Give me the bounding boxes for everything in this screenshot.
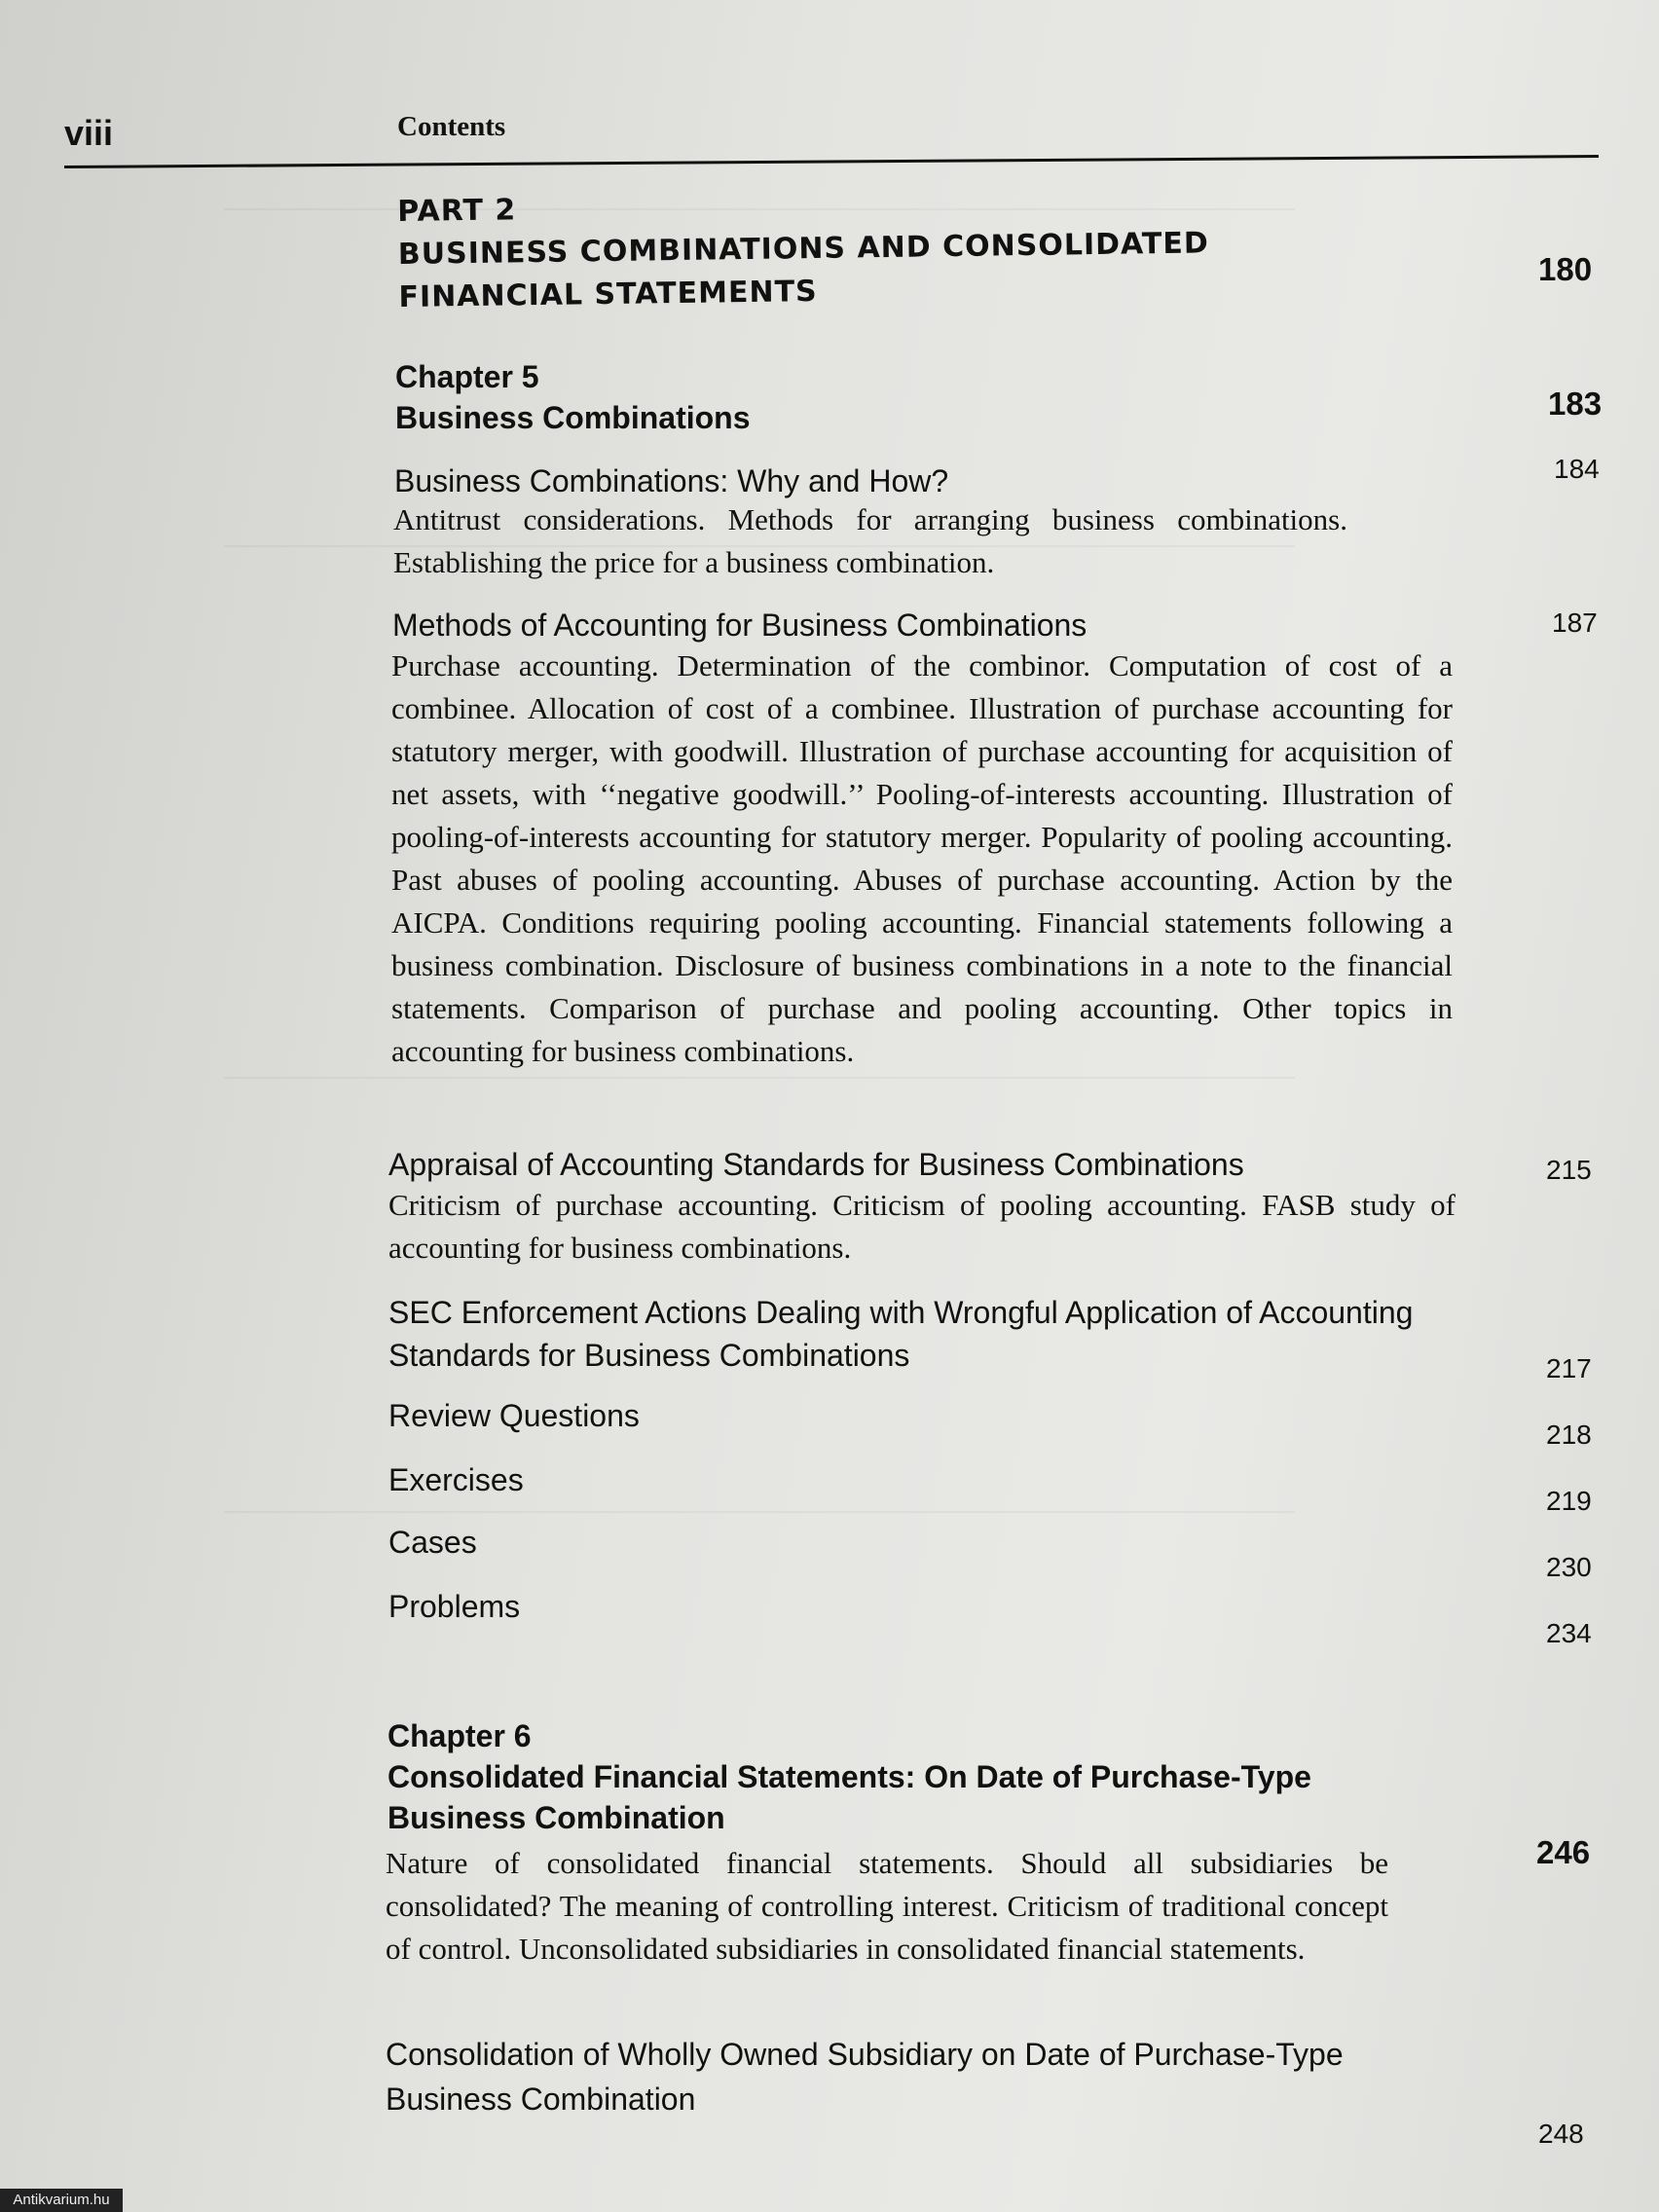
chapter-6-title-line2: Business Combination xyxy=(387,1800,725,1835)
watermark-label: Antikvarium.hu xyxy=(0,2189,123,2212)
page-number: viii xyxy=(64,113,114,153)
section-title-line1: SEC Enforcement Actions Dealing with Wrongful Application of Accounting xyxy=(388,1295,1414,1330)
chapter-5-title: Business Combinations xyxy=(395,400,751,435)
section-page: 217 xyxy=(1546,1353,1592,1383)
section-title-line2: Business Combination xyxy=(386,2082,696,2117)
back-matter-page: 234 xyxy=(1546,1618,1592,1648)
section-title: Appraisal of Accounting Standards for Business Combinations xyxy=(388,1147,1244,1182)
back-matter-label: Review Questions xyxy=(388,1398,640,1433)
section-page: 184 xyxy=(1554,454,1600,484)
chapter-6-title-line1: Consolidated Financial Statements: On Date of Purchase-Type xyxy=(387,1759,1311,1794)
part-title-line1: BUSINESS COMBINATIONS AND CONSOLIDATED xyxy=(397,226,1210,272)
part-page: 180 xyxy=(1538,251,1593,287)
part-heading xyxy=(397,179,1210,319)
chapter-5-heading xyxy=(395,356,751,438)
section-page: 215 xyxy=(1546,1155,1592,1185)
back-matter-page: 218 xyxy=(1546,1419,1592,1450)
chapter-6-page: 246 xyxy=(1536,1834,1591,1870)
chapter-5-page: 183 xyxy=(1548,386,1603,422)
section-page: 187 xyxy=(1552,608,1598,638)
chapter-6-summary: Nature of consolidated financial statements. Should all subsidiaries be consolidated? The meaning of controlling interest. Criticism of traditional concept of control. Unconsolidated subsidiaries in consolidated financial statements. xyxy=(386,1846,1388,1966)
back-matter-label: Problems xyxy=(388,1589,521,1624)
back-matter-label: Exercises xyxy=(388,1462,524,1497)
section-title-line2: Standards for Business Combinations xyxy=(388,1338,910,1373)
part-label: PART 2 xyxy=(397,193,517,229)
chapter-5-label: Chapter 5 xyxy=(395,359,539,394)
back-matter-page: 230 xyxy=(1546,1552,1592,1582)
chapter-6-heading xyxy=(387,1715,1311,1838)
section-title: Business Combinations: Why and How? xyxy=(394,463,949,498)
section-page: 248 xyxy=(1538,2119,1584,2149)
back-matter-page: 219 xyxy=(1546,1486,1592,1516)
section-title-line1: Consolidation of Wholly Owned Subsidiary on Date of Purchase-Type xyxy=(386,2037,1344,2072)
section-summary: Antitrust considerations. Methods for arranging business combinations. Establishing the price for a business combination. xyxy=(393,502,1347,579)
back-matter-label: Cases xyxy=(388,1525,477,1560)
header-rule xyxy=(64,155,1599,168)
section-summary: Purchase accounting. Determination of the combinor. Computation of cost of a combinee. Allocation of cost of a combinee. Illustration of purchase accounting for statutory merger, with goodwill. Illustration of purchase accounting for acquisition of net assets, with ‘‘negative goodwill.’’ Pooling-of-interests accounting. Illustration of pooling-of-interests accounting for statutory merger. Popularity of pooling accounting. Past abuses of pooling accounting. Abuses of purchase accounting. Action by the AICPA. Conditions requiring pooling accounting. Financial statements following a business combination. Disclosure of business combinations in a note to the financial statements. Comparison of purchase and pooling accounting. Other topics in accounting for business combinations. xyxy=(391,648,1453,1068)
section-title: Methods of Accounting for Business Combinations xyxy=(392,608,1088,643)
chapter-6-label: Chapter 6 xyxy=(387,1718,532,1753)
running-header: Contents xyxy=(397,111,506,142)
section-summary: Criticism of purchase accounting. Criticism of pooling accounting. FASB study of accounting for business combinations. xyxy=(388,1188,1456,1265)
part-title-line2: FINANCIAL STATEMENTS xyxy=(398,274,818,314)
